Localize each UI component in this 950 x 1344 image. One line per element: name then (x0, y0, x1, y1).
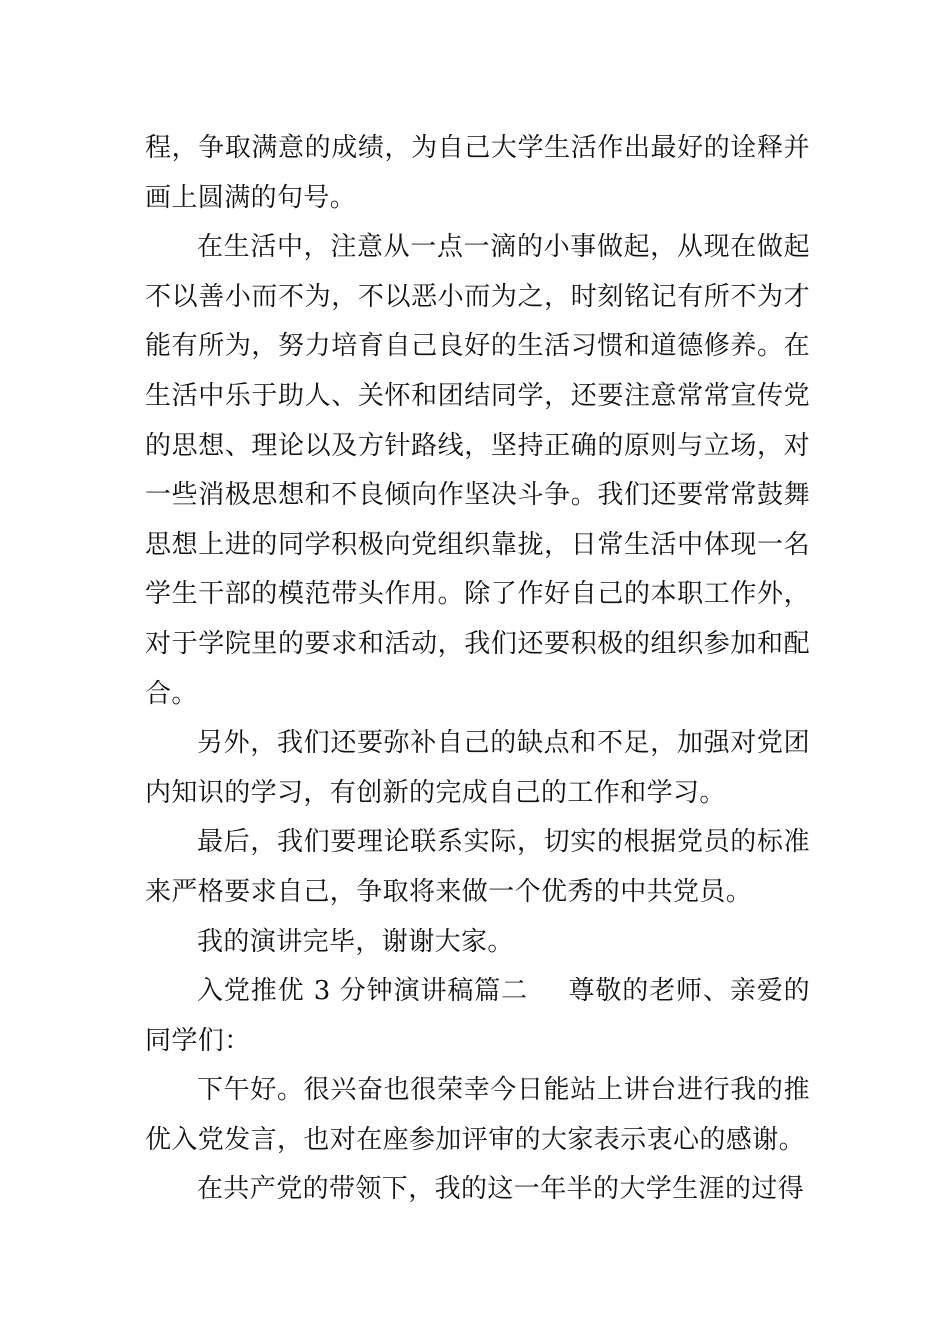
paragraph-closing: 我的演讲完毕，谢谢大家。 (197, 926, 514, 957)
paragraph-continuation: 程，争取满意的成绩，为自己大学生活作出最好的诠释并画上圆满的句号。 (145, 133, 810, 213)
section-heading-line (145, 967, 810, 1066)
paragraph-finally: 最后，我们要理论联系实际，切实的根据党员的标准来严格要求自己，争取将来做一个优秀的中共党员。 (145, 827, 810, 907)
paragraph-life-conduct: 在生活中，注意从一点一滴的小事做起，从现在做起不以善小而不为，不以恶小而为之，时刻铭记有所不为才能有所为，努力培育自己良好的生活习惯和道德修养。在生活中乐于助人、关怀和团结同学，还要注意常常宣传党的思想、理论以及方针路线，坚持正确的原则与立场，对一些消极思想和不良倾向作坚决斗争。我们还要常常鼓舞思想上进的同学积极向党组织靠拢，日常生活中体现一名学生干部的模范带头作用。除了作好自己的本职工作外，对于学院里的要求和活动，我们还要积极的组织参加和配合。 (145, 232, 810, 709)
paragraph-shortcomings: 另外，我们还要弥补自己的缺点和不足，加强对党团内知识的学习，有创新的完成自己的工作和学习。 (145, 728, 810, 808)
paragraph-greeting: 下午好。很兴奋也很荣幸今日能站上讲台进行我的推优入党发言，也对在座参加评审的大家表示衷心的感谢。 (145, 1075, 810, 1155)
salutation: 尊敬的老师、亲爱的同学们： (145, 976, 811, 1056)
section-title: 入党推优 3 分钟演讲稿篇二 (197, 976, 529, 1007)
paragraph-under-party: 在共产党的带领下，我的这一年半的大学生涯的过得 (197, 1174, 805, 1205)
document-body (145, 124, 810, 1215)
